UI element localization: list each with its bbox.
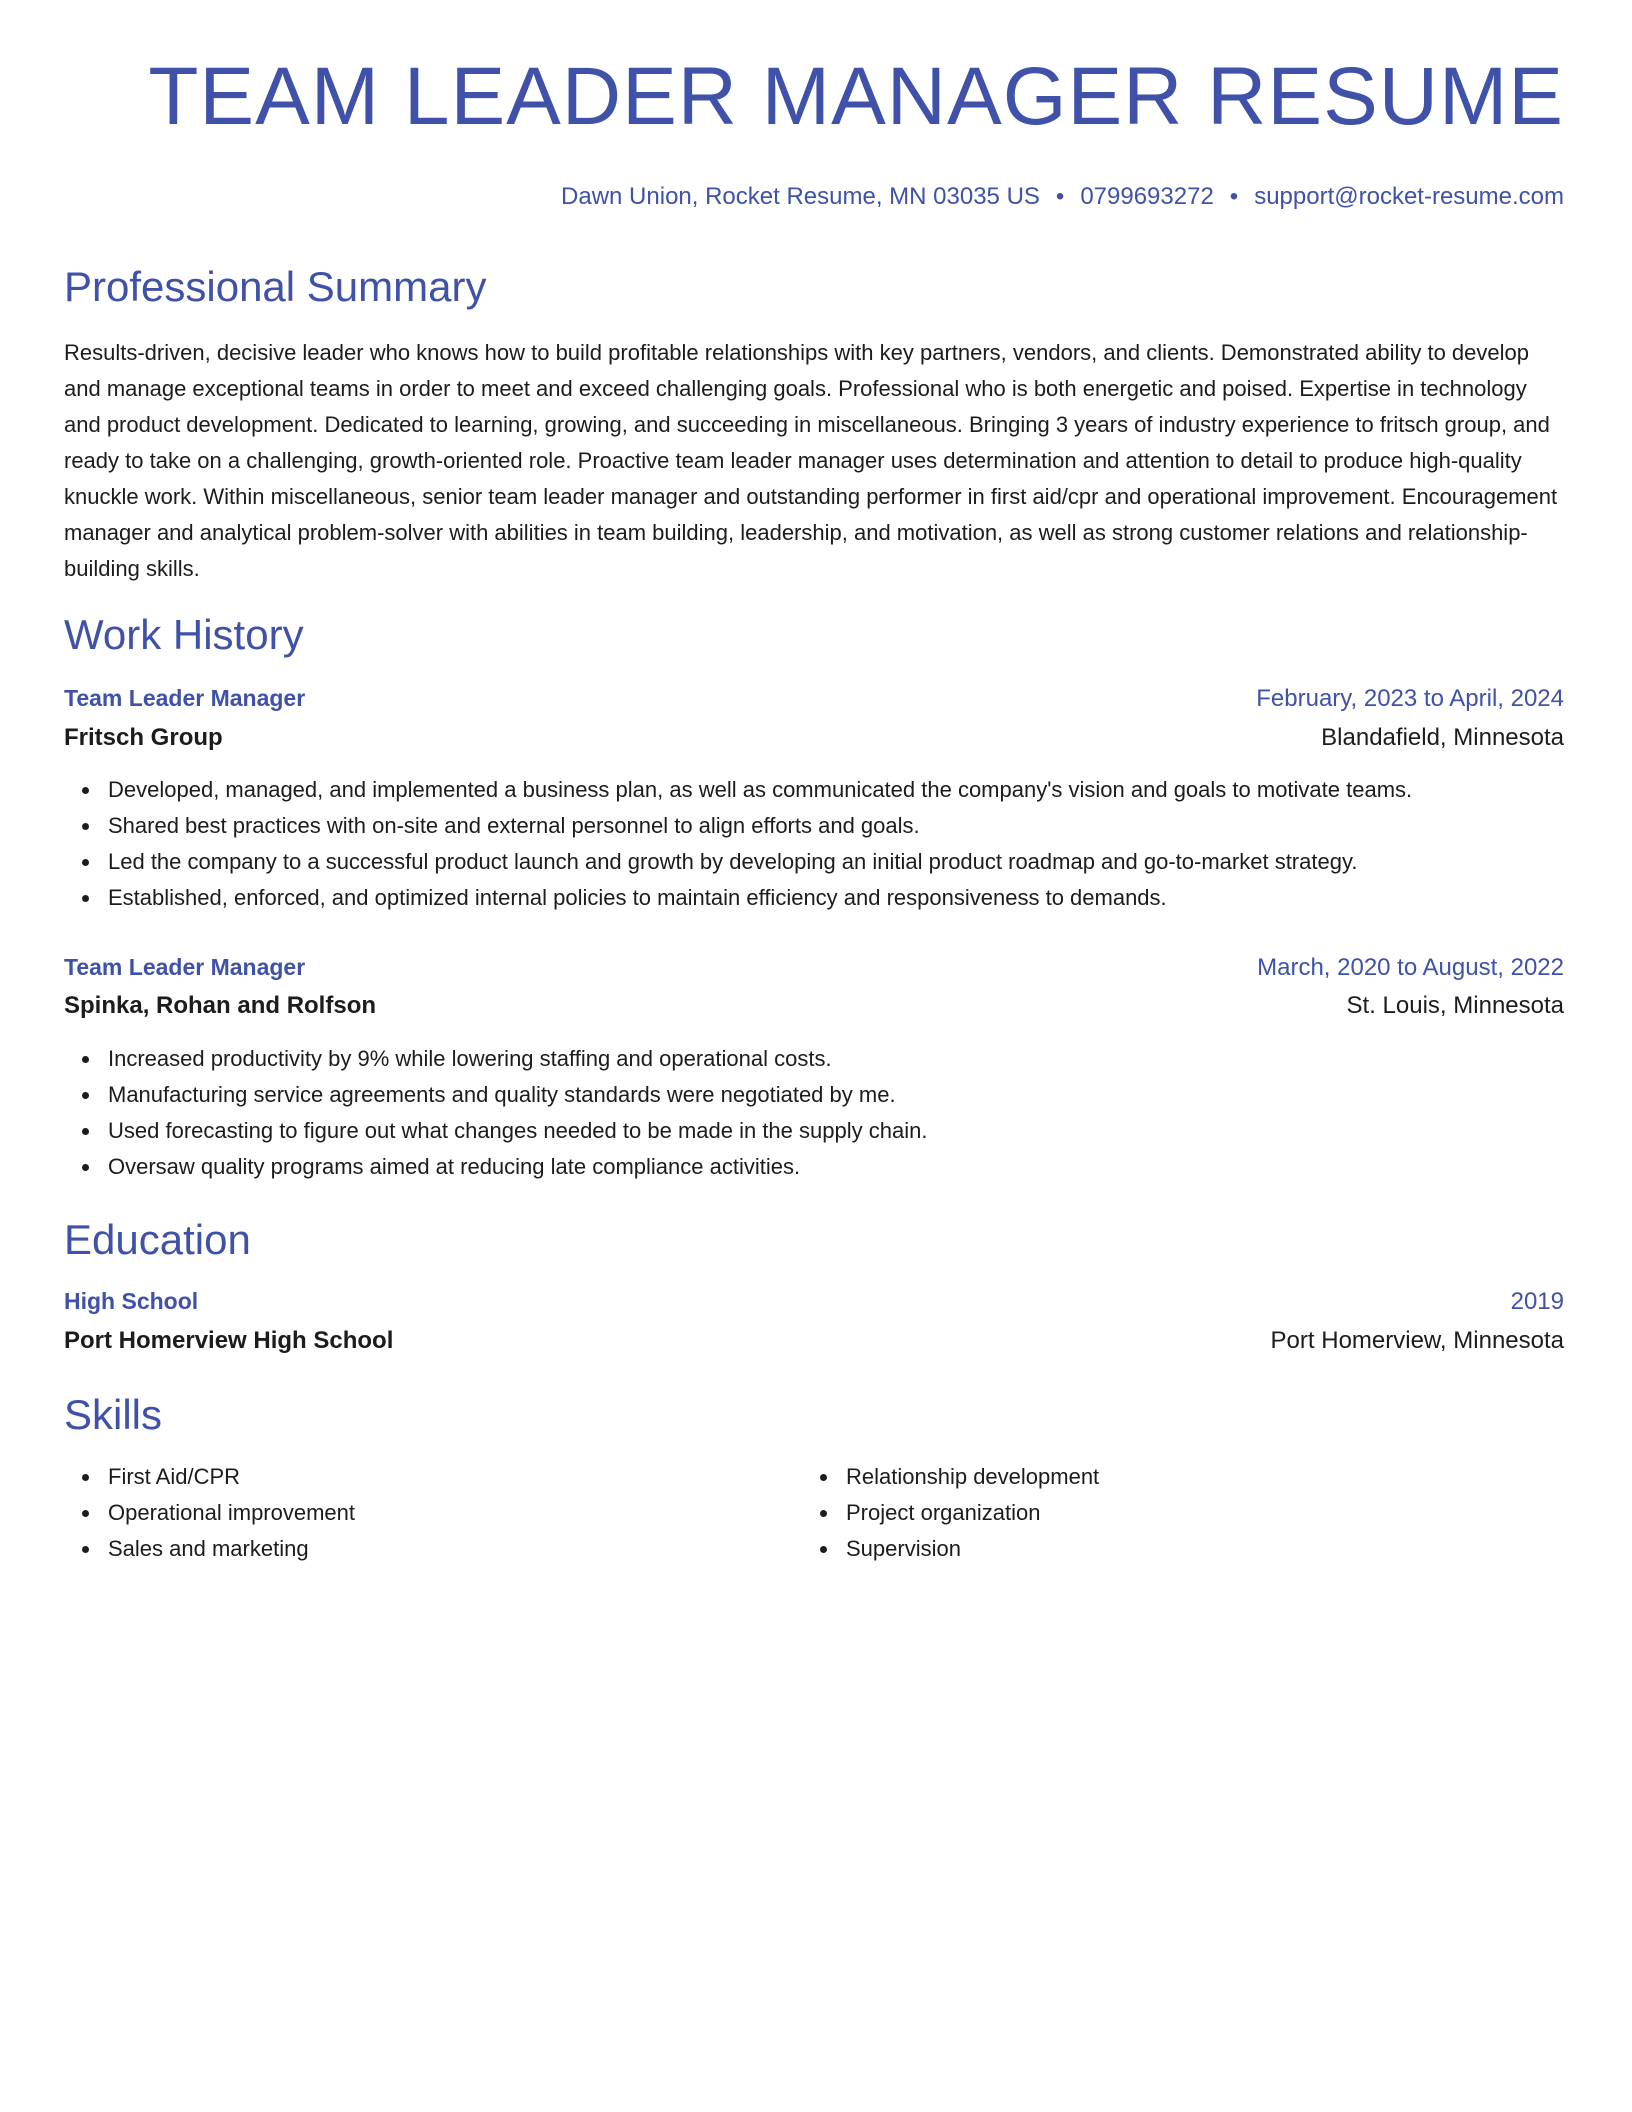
list-item: Manufacturing service agreements and quality standards were negotiated by me.: [108, 1077, 927, 1113]
list-item: Increased productivity by 9% while lowering staffing and operational costs.: [108, 1041, 927, 1077]
job-dates: March, 2020 to August, 2022: [1257, 954, 1564, 981]
skill-item: Operational improvement: [108, 1495, 355, 1531]
contact-line: [561, 183, 1564, 211]
job-duties-list: [64, 772, 1412, 916]
contact-separator: •: [1055, 183, 1065, 210]
skill-item: Sales and marketing: [108, 1531, 355, 1567]
job-employer-row: [64, 992, 1564, 1024]
list-item: Oversaw quality programs aimed at reducing late compliance activities.: [108, 1149, 927, 1185]
job-company: Fritsch Group: [64, 724, 223, 751]
skill-item: Project organization: [846, 1495, 1099, 1531]
contact-address: Dawn Union, Rocket Resume, MN 03035 US: [561, 183, 1040, 210]
list-item: Led the company to a successful product launch and growth by developing an initial product roadmap and go-to-market strategy.: [108, 844, 1412, 880]
education-degree: High School: [64, 1288, 199, 1314]
job-title: Team Leader Manager: [64, 685, 306, 711]
skills-list-right: [802, 1459, 1099, 1567]
job-employer-row: [64, 724, 1564, 756]
resume-page: [64, 0, 1564, 2112]
contact-email: support@rocket-resume.com: [1254, 183, 1564, 210]
list-item: Developed, managed, and implemented a business plan, as well as communicated the company's vision and goals to motivate teams.: [108, 772, 1412, 808]
skills-heading: Skills: [64, 1391, 163, 1438]
job-header: [64, 954, 1564, 986]
job-duties-list: [64, 1041, 927, 1185]
job-dates: February, 2023 to April, 2024: [1256, 685, 1564, 712]
skill-item: Relationship development: [846, 1459, 1099, 1495]
job-company: Spinka, Rohan and Rolfson: [64, 992, 377, 1019]
list-item: Used forecasting to figure out what changes needed to be made in the supply chain.: [108, 1113, 927, 1149]
skill-item: Supervision: [846, 1531, 1099, 1567]
summary-text: Results-driven, decisive leader who knows how to build profitable relationships with key partners, vendors, and clients. Demonstrated ability to develop and manage exceptional teams in order to meet and exceed challenging goals. Professional who is both energetic and poised. Expertise in technology and product development. Dedicated to learning, growing, and succeeding in miscellaneous. Bringing 3 years of industry experience to fritsch group, and ready to take on a challenging, growth-oriented role. Proactive team leader manager uses determination and attention to detail to produce high-quality knuckle work. Within miscellaneous, senior team leader manager and outstanding performer in first aid/cpr and operational improvement. Encouragement manager and analytical problem-solver with abilities in team building, leadership, and motivation, as well as strong customer relations and relationship-building skills.: [64, 340, 1558, 581]
list-item: Established, enforced, and optimized internal policies to maintain efficiency and responsiveness to demands.: [108, 880, 1412, 916]
education-school-row: [64, 1327, 1564, 1359]
skills-list-left: [64, 1459, 355, 1567]
job-location: St. Louis, Minnesota: [1346, 992, 1564, 1019]
education-heading: Education: [64, 1216, 251, 1263]
education-header: [64, 1288, 1564, 1320]
list-item: Shared best practices with on-site and external personnel to align efforts and goals.: [108, 808, 1412, 844]
contact-phone: 0799693272: [1080, 183, 1214, 210]
education-school: Port Homerview High School: [64, 1327, 394, 1354]
education-year: 2019: [1510, 1288, 1564, 1315]
job-location: Blandafield, Minnesota: [1321, 724, 1564, 751]
job-header: [64, 685, 1564, 717]
contact-separator: •: [1229, 183, 1239, 210]
skill-item: First Aid/CPR: [108, 1459, 355, 1495]
work-history-heading: Work History: [64, 611, 304, 658]
summary-heading: Professional Summary: [64, 263, 487, 310]
resume-title: TEAM LEADER MANAGER RESUME: [148, 51, 1564, 142]
education-location: Port Homerview, Minnesota: [1270, 1327, 1564, 1354]
job-title: Team Leader Manager: [64, 954, 306, 980]
